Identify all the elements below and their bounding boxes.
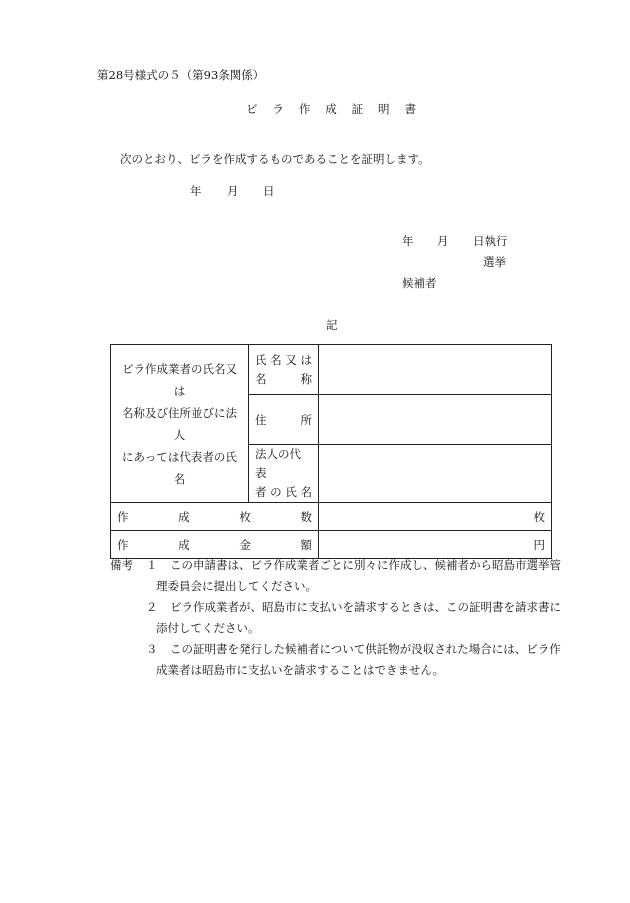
label-char: は [300,352,312,367]
note-line: 添付してください。 [156,621,260,635]
applicant-label [111,345,249,503]
title-char: 作 [298,102,311,116]
note-item [110,597,570,639]
label-char: 所 [300,412,312,427]
representative-label [249,445,319,503]
election-execution-date: 日執行 [473,234,508,248]
label-char: 成 [178,509,190,524]
statement: 次のとおり、ビラを作成するものであることを証明します。 [120,152,430,166]
candidate-label: 候補者 [402,276,437,290]
count-input-cell[interactable] [319,503,552,531]
rep-label-line1: 法人の代表 [255,447,301,480]
count-unit: 枚 [533,509,545,524]
title-char: 成 [325,102,337,116]
address-input-cell[interactable] [319,395,552,445]
notes-head: 備考 [110,558,133,572]
label-char: 金 [239,537,251,552]
election-label: 選挙 [483,255,506,269]
address-label [249,395,319,445]
applicant-label-line: にあっては代表者の氏名 [122,449,237,486]
election-month: 月 [437,234,449,248]
label-char: 成 [178,537,190,552]
label-char: 称 [300,371,312,386]
date-year: 年 [190,184,202,198]
label-char: 作 [117,537,129,552]
form-number: 第28号様式の５（第93条関係） [97,68,265,82]
applicant-label-line: 名称及び住所並びに法人 [122,405,237,442]
label-char: 作 [117,509,129,524]
label-char: 額 [300,537,312,552]
label-char: 数 [300,509,312,524]
label-char: の [270,485,282,499]
certificate-table [110,344,552,559]
note-number: １ [146,558,158,572]
title-char: ビ [246,102,258,116]
title-char: 明 [378,102,390,116]
title-char: 書 [404,102,416,116]
election-year: 年 [402,234,414,248]
label-char: 者 [255,485,267,499]
applicant-label-line: ビラ作成業者の氏名又は [122,361,237,398]
note-item [110,639,570,681]
label-char: 名 [270,352,282,367]
count-label [111,503,319,531]
note-line: 理委員会に提出してください。 [156,579,317,593]
note-line: ビラ作成業者が、昭島市に支払いを請求するときは、この証明書を請求書に [170,600,561,614]
note-number: ２ [146,600,158,614]
date-month: 月 [227,184,239,198]
label-char: 又 [285,352,297,367]
document-title [246,101,416,117]
note-item [110,555,570,597]
name-input-cell[interactable] [319,345,552,395]
note-line: 成業者は昭島市に支払いを請求することはできません。 [156,663,445,677]
note-line: この証明書を発行した候補者について供託物が没収された場合には、ビラ作 [170,642,561,656]
amount-unit: 円 [533,537,545,552]
ki-label: 記 [326,318,338,332]
rep-label-line2 [255,483,312,502]
note-line: この申請書は、ビラ作成業者ごとに別々に作成し、候補者から昭島市選挙管 [170,558,561,572]
representative-input-cell[interactable] [319,445,552,503]
label-char: 住 [255,412,267,427]
label-char: 氏 [255,352,267,367]
title-char: ラ [272,102,284,116]
label-char: 枚 [239,509,251,524]
label-char: 名 [255,371,267,386]
label-char: 氏 [285,485,297,499]
name-label [249,345,319,395]
notes-section [110,555,570,681]
title-char: 証 [351,102,364,116]
date-day: 日 [263,184,275,198]
name-label-line1 [255,351,312,370]
label-char: 名 [300,485,312,499]
note-number: ３ [146,642,158,656]
name-label-line2 [255,370,312,389]
